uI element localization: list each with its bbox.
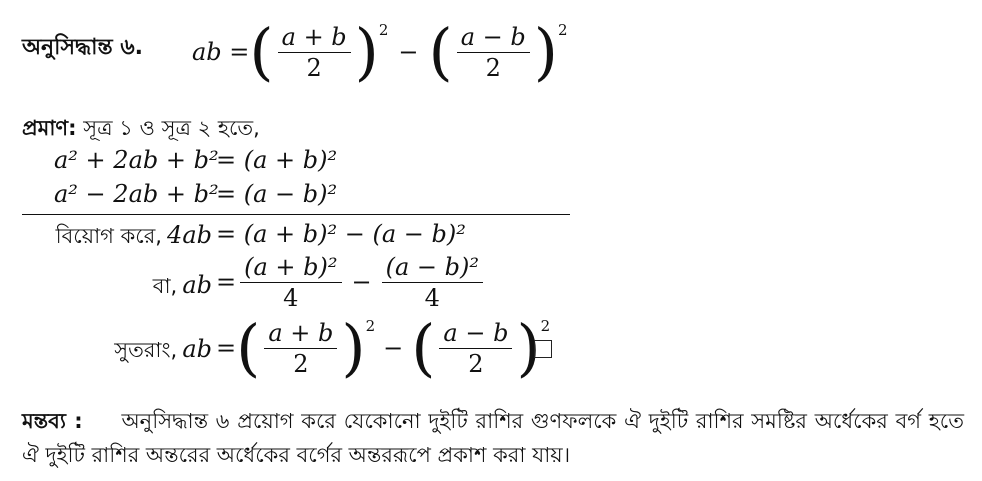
proof-line5-rhs: = ( $\frac{a + b}{2}$ ) $^2$ − ( $\frac{a - b}{2}$ ) $^2$ [216, 311, 551, 384]
numerator: a + b [264, 318, 337, 349]
corollary-formula: ab = ( $\frac{a + b}{2}$ ) $^2$ − ( $\frac{a - b}{2}$ ) $^2$ [192, 15, 568, 88]
denominator: 4 [283, 283, 299, 312]
corollary-lhs: ab = [192, 38, 250, 66]
minus-sign: − [351, 268, 372, 296]
denominator: 2 [468, 349, 484, 378]
denominator: 2 [293, 349, 309, 378]
fraction [439, 318, 512, 379]
remark-text: অনুসিদ্ধান্ত ৬ প্রয়োগ করে যেকোনো দুইটি রাশির গুণফলকে ঐ দুইটি রাশির সমষ্টির অর্ধেকের বর্গ হতে ঐ দুইটি রাশির অন্তরের অর্ধেকের বর্গের অন্তররূপে প্রকাশ করা যায়। [22, 409, 964, 467]
left-paren: ( [249, 15, 274, 88]
denominator: 4 [424, 283, 440, 312]
proof-line2-lhs: a² − 2ab + b² [54, 180, 219, 208]
denominator: 2 [485, 53, 501, 82]
equals-sign: = [216, 334, 237, 362]
left-paren: ( [236, 311, 261, 384]
denominator: 2 [306, 53, 322, 82]
qed-square-icon [534, 340, 552, 358]
proof-line3-rhs: = (a + b)² − (a − b)² [216, 220, 466, 248]
numerator: a − b [439, 318, 512, 349]
numerator: a + b [278, 22, 351, 53]
proof-intro-line [22, 112, 260, 147]
right-paren: ) [354, 15, 379, 88]
line3-lhs: 4ab [167, 221, 212, 249]
minus-sign: − [383, 334, 404, 362]
right-paren: ) [516, 311, 541, 384]
proof-line5-left [60, 334, 212, 369]
remark-paragraph [22, 404, 964, 472]
fraction [278, 22, 351, 83]
fraction [457, 22, 530, 83]
line4-lhs: ab [182, 271, 212, 299]
proof-line3-left [30, 220, 212, 255]
proof-intro: সূত্র ১ ও সূত্র ২ হতে, [83, 116, 260, 140]
minus-sign: − [398, 38, 419, 66]
line4-prefix: বা, [152, 274, 178, 298]
line3-prefix: বিয়োগ করে, [55, 224, 162, 248]
numerator: (a + b)² [240, 252, 341, 283]
proof-line1-rhs: = (a + b)² [216, 146, 338, 174]
proof-line4-left [60, 270, 212, 305]
numerator: a − b [457, 22, 530, 53]
proof-label: প্রমাণ: [22, 116, 77, 140]
equals-sign: = [216, 268, 237, 296]
left-paren: ( [428, 15, 453, 88]
right-paren: ) [533, 15, 558, 88]
right-paren: ) [341, 311, 366, 384]
proof-line1-lhs: a² + 2ab + b² [54, 146, 219, 174]
line5-prefix: সুতরাং, [114, 338, 178, 362]
left-paren: ( [411, 311, 436, 384]
numerator: (a − b)² [382, 252, 483, 283]
remark-label: মন্তব্য : [22, 409, 83, 433]
proof-line2-rhs: = (a − b)² [216, 180, 338, 208]
line5-lhs: ab [182, 335, 212, 363]
fraction [264, 318, 337, 379]
subtraction-rule [22, 214, 570, 215]
corollary-label: অনুসিদ্ধান্ত ৬. [22, 35, 144, 60]
